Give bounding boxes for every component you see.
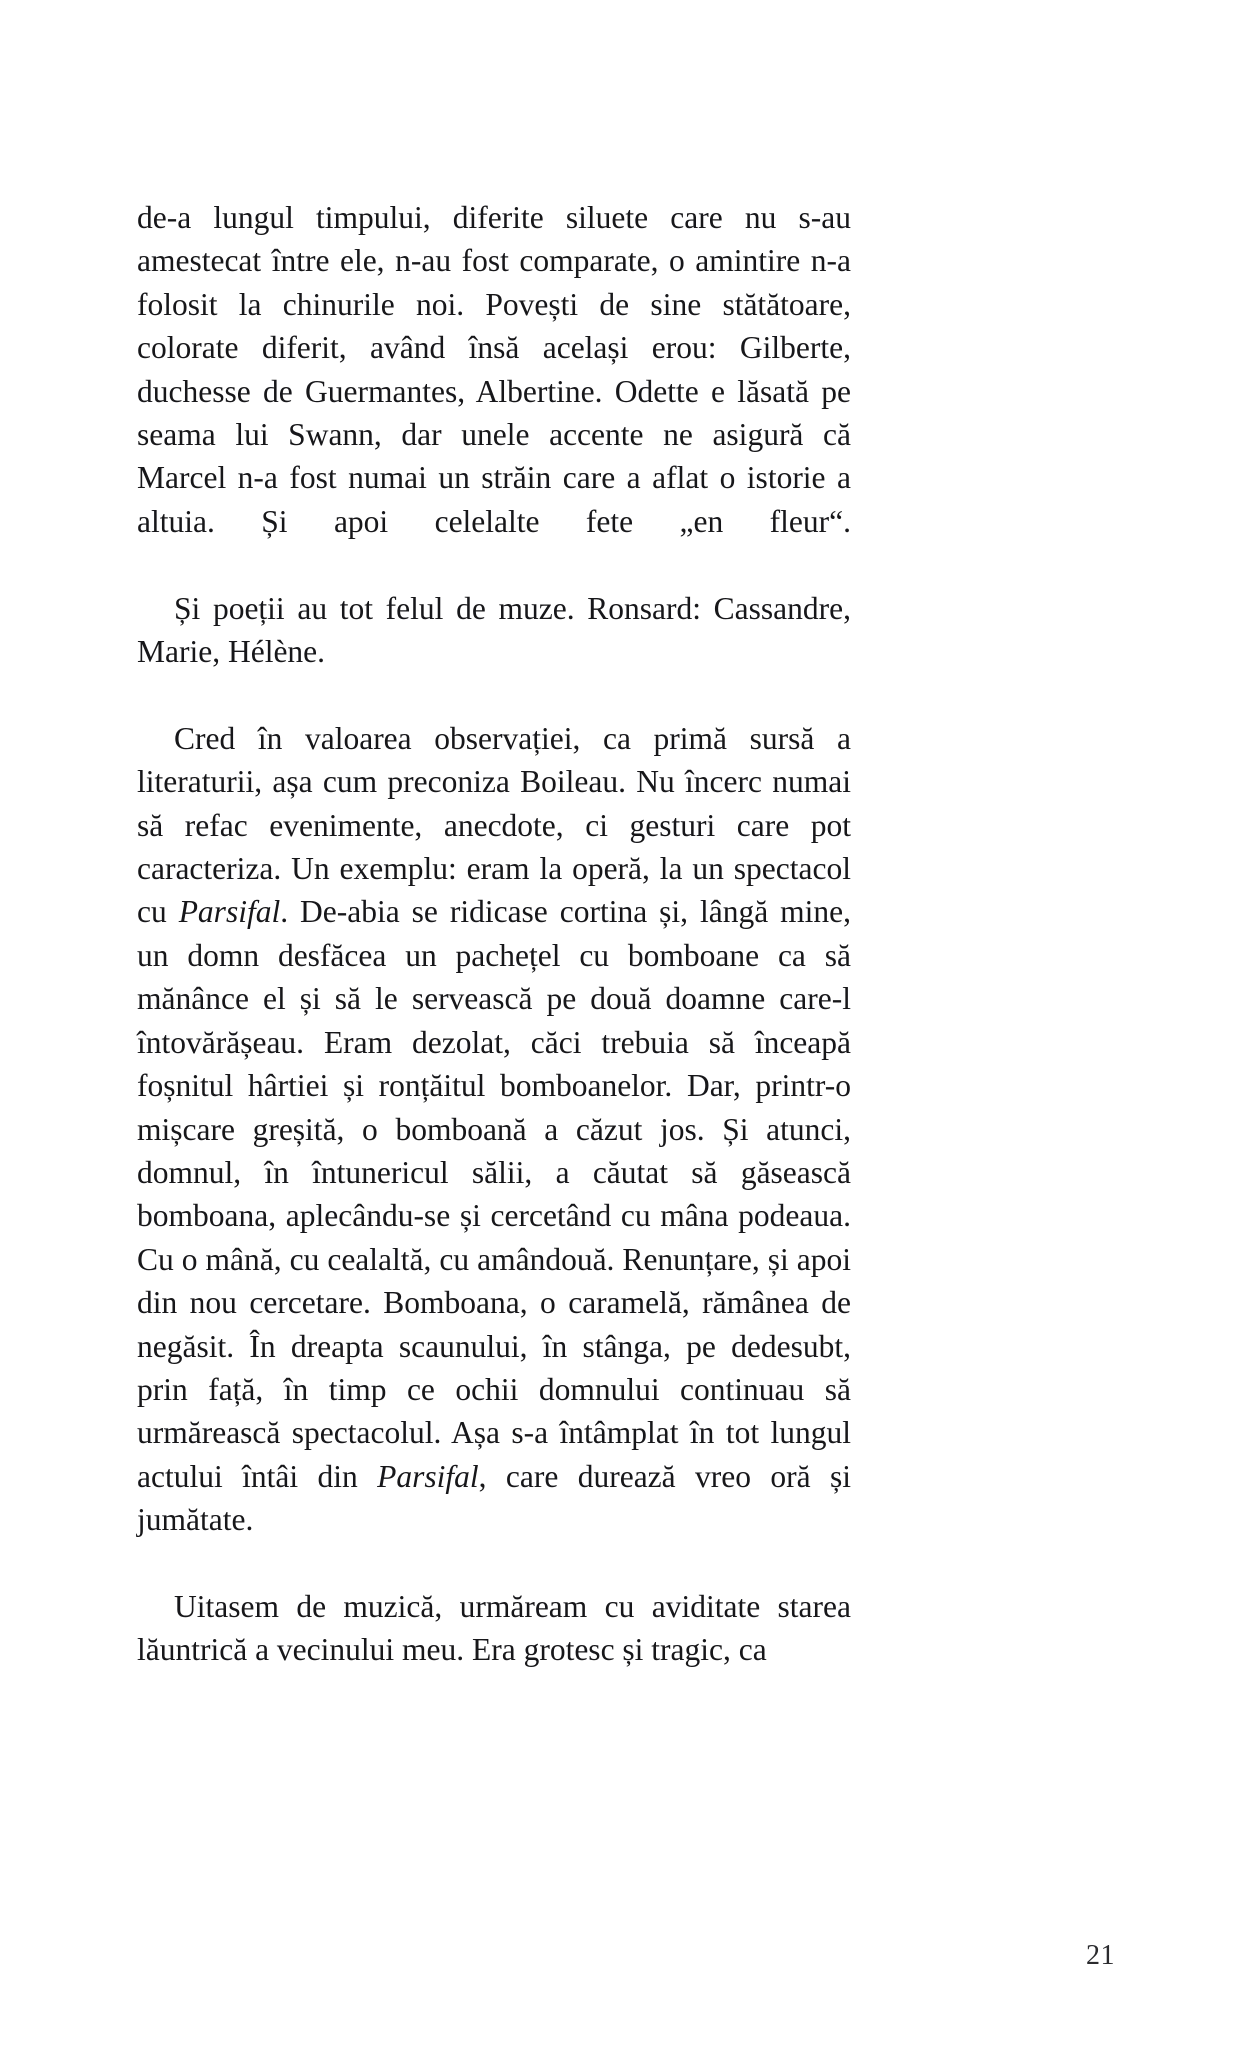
paragraph-4-text: Uitasem de muzică, urmăream cu aviditate starea lăuntrică a vecinului meu. Era grotesc și tragic, ca — [137, 1588, 851, 1668]
paragraph-4 — [137, 1585, 851, 1672]
page-number: 21 — [1086, 1940, 1115, 1971]
title-parsifal-second: Parsifal — [377, 1458, 479, 1494]
paragraph-spacer — [137, 673, 851, 716]
paragraph-2 — [137, 587, 851, 674]
paragraph-3-text-part-2: . De-abia se ridicase cortina și, lângă mine, un domn desfăcea un pachețel cu bomboane ca să mănânce el și să le servească pe două doamne care-l întovărășeau. Eram dezolat, căci trebuia să înceapă foșnitul hârtiei și ronțăitul bomboanelor. Dar, printr-o mișcare greșită, o bomboană a căzut jos. Și atunci, domnul, în întunericul sălii, a căutat să găsească bomboana, aplecându-se și cercetând cu mâna podeaua. Cu o mână, cu cealaltă, cu amândouă. Renunțare, și apoi din nou cercetare. Bomboana, o caramelă, rămânea de negăsit. În dreapta scaunului, în stânga, pe dedesubt, prin față, în timp ce ochii domnului continuau să urmărească spectacolul. Așa s-a întâmplat în tot lungul actului întâi din — [137, 894, 851, 1494]
paragraph-2-text: Și poeții au tot felul de muze. Ronsard: Cassandre, Marie, Hélène. — [137, 590, 851, 670]
paragraph-1-text: de-a lungul timpului, diferite siluete care nu s-au amestecat între ele, n-au fost comparate, o amintire n-a folosit la chinurile noi. Povești de sine stătătoare, colorate diferit, având însă același erou: Gilberte, duchesse de Guermantes, Albertine. Odette e lăsată pe seama lui Swann, dar unele accente ne asigură că Marcel n-a fost numai un străin care a aflat o istorie a altuia. Și apoi celelalte fete „en fleur“. — [137, 200, 851, 539]
paragraph-1 — [137, 196, 851, 587]
paragraph-3-text-part-3: , care durează vreo oră și jumătate. — [137, 1458, 851, 1538]
paragraph-3 — [137, 717, 851, 1585]
paragraph-3-text-part-1: Cred în valoarea observației, ca primă sursă a literaturii, așa cum preconiza Boileau. Nu încerc numai să refac evenimente, anecdote, ci gesturi care pot caracteriza. Un exemplu: eram la operă, la un spectacol cu — [137, 720, 851, 930]
title-parsifal-first: Parsifal — [178, 894, 281, 930]
page-text-body — [137, 196, 851, 1672]
